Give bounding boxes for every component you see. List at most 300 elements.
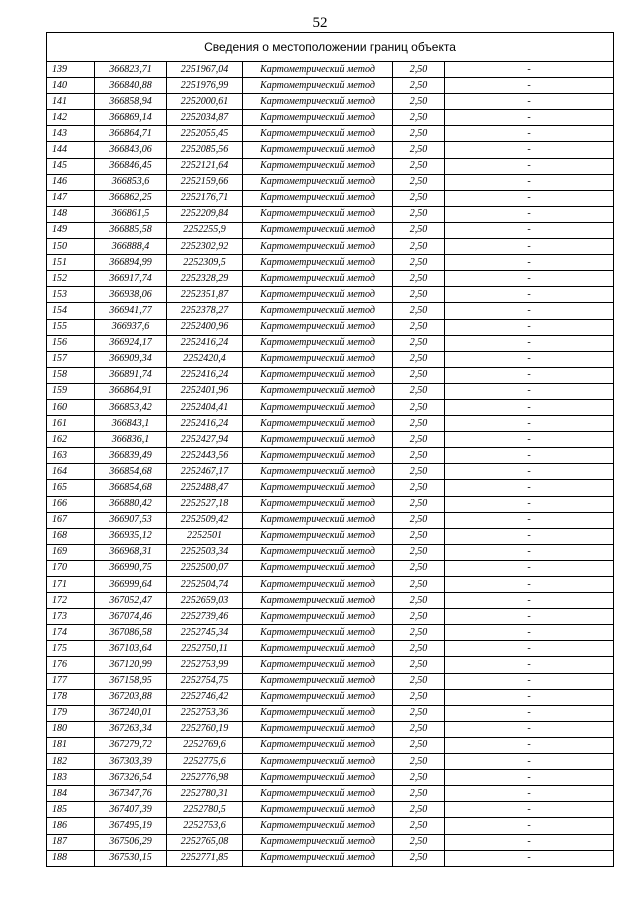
- table-body: [47, 62, 614, 867]
- method-cell: Картометрический метод: [243, 850, 393, 866]
- method-cell: Картометрический метод: [243, 319, 393, 335]
- point-number-cell: 161: [47, 416, 95, 432]
- point-number-cell: 177: [47, 673, 95, 689]
- description-cell: -: [445, 496, 614, 512]
- point-number-cell: 158: [47, 367, 95, 383]
- accuracy-cell: 2,50: [393, 383, 445, 399]
- method-cell: Картометрический метод: [243, 174, 393, 190]
- accuracy-cell: 2,50: [393, 609, 445, 625]
- y-coordinate-cell: 2252504,74: [167, 577, 243, 593]
- x-coordinate-cell: 366840,88: [95, 78, 167, 94]
- point-number-cell: 140: [47, 78, 95, 94]
- x-coordinate-cell: 366823,71: [95, 62, 167, 78]
- accuracy-cell: 2,50: [393, 416, 445, 432]
- x-coordinate-cell: 367074,46: [95, 609, 167, 625]
- table-row: [47, 335, 614, 351]
- y-coordinate-cell: 2252780,5: [167, 802, 243, 818]
- accuracy-cell: 2,50: [393, 110, 445, 126]
- method-cell: Картометрический метод: [243, 383, 393, 399]
- accuracy-cell: 2,50: [393, 496, 445, 512]
- accuracy-cell: 2,50: [393, 335, 445, 351]
- x-coordinate-cell: 366888,4: [95, 239, 167, 255]
- description-cell: -: [445, 560, 614, 576]
- description-cell: -: [445, 850, 614, 866]
- description-cell: -: [445, 754, 614, 770]
- accuracy-cell: 2,50: [393, 239, 445, 255]
- description-cell: -: [445, 770, 614, 786]
- accuracy-cell: 2,50: [393, 560, 445, 576]
- description-cell: -: [445, 94, 614, 110]
- table-row: [47, 593, 614, 609]
- x-coordinate-cell: 366843,1: [95, 416, 167, 432]
- y-coordinate-cell: 2252509,42: [167, 512, 243, 528]
- point-number-cell: 172: [47, 593, 95, 609]
- point-number-cell: 150: [47, 239, 95, 255]
- method-cell: Картометрический метод: [243, 577, 393, 593]
- accuracy-cell: 2,50: [393, 399, 445, 415]
- y-coordinate-cell: 2252378,27: [167, 303, 243, 319]
- accuracy-cell: 2,50: [393, 287, 445, 303]
- point-number-cell: 153: [47, 287, 95, 303]
- y-coordinate-cell: 2252467,17: [167, 464, 243, 480]
- description-cell: -: [445, 464, 614, 480]
- point-number-cell: 159: [47, 383, 95, 399]
- x-coordinate-cell: 366861,5: [95, 206, 167, 222]
- method-cell: Картометрический метод: [243, 271, 393, 287]
- x-coordinate-cell: 367279,72: [95, 737, 167, 753]
- table-row: [47, 850, 614, 866]
- description-cell: -: [445, 593, 614, 609]
- y-coordinate-cell: 2252443,56: [167, 448, 243, 464]
- method-cell: Картометрический метод: [243, 770, 393, 786]
- table-row: [47, 770, 614, 786]
- point-number-cell: 188: [47, 850, 95, 866]
- point-number-cell: 167: [47, 512, 95, 528]
- accuracy-cell: 2,50: [393, 94, 445, 110]
- x-coordinate-cell: 366858,94: [95, 94, 167, 110]
- table-row: [47, 673, 614, 689]
- y-coordinate-cell: 2252401,96: [167, 383, 243, 399]
- x-coordinate-cell: 367303,39: [95, 754, 167, 770]
- table-row: [47, 625, 614, 641]
- x-coordinate-cell: 366836,1: [95, 432, 167, 448]
- x-coordinate-cell: 367495,19: [95, 818, 167, 834]
- description-cell: -: [445, 673, 614, 689]
- x-coordinate-cell: 366935,12: [95, 528, 167, 544]
- description-cell: -: [445, 399, 614, 415]
- method-cell: Картометрический метод: [243, 222, 393, 238]
- point-number-cell: 165: [47, 480, 95, 496]
- y-coordinate-cell: 2252404,41: [167, 399, 243, 415]
- accuracy-cell: 2,50: [393, 625, 445, 641]
- description-cell: -: [445, 239, 614, 255]
- y-coordinate-cell: 2252351,87: [167, 287, 243, 303]
- accuracy-cell: 2,50: [393, 786, 445, 802]
- method-cell: Картометрический метод: [243, 802, 393, 818]
- y-coordinate-cell: 2252765,08: [167, 834, 243, 850]
- description-cell: -: [445, 206, 614, 222]
- table-row: [47, 818, 614, 834]
- point-number-cell: 170: [47, 560, 95, 576]
- method-cell: Картометрический метод: [243, 705, 393, 721]
- method-cell: Картометрический метод: [243, 673, 393, 689]
- method-cell: Картометрический метод: [243, 287, 393, 303]
- accuracy-cell: 2,50: [393, 190, 445, 206]
- y-coordinate-cell: 2252302,92: [167, 239, 243, 255]
- x-coordinate-cell: 366853,42: [95, 399, 167, 415]
- table-row: [47, 222, 614, 238]
- table-row: [47, 383, 614, 399]
- method-cell: Картометрический метод: [243, 560, 393, 576]
- description-cell: -: [445, 834, 614, 850]
- method-cell: Картометрический метод: [243, 190, 393, 206]
- point-number-cell: 144: [47, 142, 95, 158]
- accuracy-cell: 2,50: [393, 367, 445, 383]
- description-cell: -: [445, 62, 614, 78]
- method-cell: Картометрический метод: [243, 657, 393, 673]
- accuracy-cell: 2,50: [393, 351, 445, 367]
- description-cell: -: [445, 335, 614, 351]
- accuracy-cell: 2,50: [393, 673, 445, 689]
- x-coordinate-cell: 366990,75: [95, 560, 167, 576]
- accuracy-cell: 2,50: [393, 255, 445, 271]
- y-coordinate-cell: 2252420,4: [167, 351, 243, 367]
- point-number-cell: 145: [47, 158, 95, 174]
- table-row: [47, 737, 614, 753]
- accuracy-cell: 2,50: [393, 206, 445, 222]
- table-row: [47, 271, 614, 287]
- boundary-table-container: [46, 32, 613, 867]
- x-coordinate-cell: 366864,91: [95, 383, 167, 399]
- description-cell: -: [445, 448, 614, 464]
- method-cell: Картометрический метод: [243, 399, 393, 415]
- description-cell: -: [445, 625, 614, 641]
- point-number-cell: 155: [47, 319, 95, 335]
- description-cell: -: [445, 528, 614, 544]
- accuracy-cell: 2,50: [393, 802, 445, 818]
- y-coordinate-cell: 2252760,19: [167, 721, 243, 737]
- y-coordinate-cell: 2252209,84: [167, 206, 243, 222]
- table-row: [47, 62, 614, 78]
- method-cell: Картометрический метод: [243, 512, 393, 528]
- accuracy-cell: 2,50: [393, 754, 445, 770]
- point-number-cell: 142: [47, 110, 95, 126]
- method-cell: Картометрический метод: [243, 206, 393, 222]
- method-cell: Картометрический метод: [243, 834, 393, 850]
- description-cell: -: [445, 351, 614, 367]
- table-header-row: [47, 33, 614, 62]
- accuracy-cell: 2,50: [393, 577, 445, 593]
- point-number-cell: 157: [47, 351, 95, 367]
- x-coordinate-cell: 366854,68: [95, 464, 167, 480]
- method-cell: Картометрический метод: [243, 239, 393, 255]
- table-row: [47, 705, 614, 721]
- point-number-cell: 146: [47, 174, 95, 190]
- method-cell: Картометрический метод: [243, 544, 393, 560]
- description-cell: -: [445, 319, 614, 335]
- table-row: [47, 158, 614, 174]
- y-coordinate-cell: 2252500,07: [167, 560, 243, 576]
- y-coordinate-cell: 2252746,42: [167, 689, 243, 705]
- method-cell: Картометрический метод: [243, 480, 393, 496]
- table-row: [47, 432, 614, 448]
- accuracy-cell: 2,50: [393, 593, 445, 609]
- y-coordinate-cell: 2252055,45: [167, 126, 243, 142]
- y-coordinate-cell: 2251976,99: [167, 78, 243, 94]
- point-number-cell: 151: [47, 255, 95, 271]
- y-coordinate-cell: 2252255,9: [167, 222, 243, 238]
- accuracy-cell: 2,50: [393, 512, 445, 528]
- method-cell: Картометрический метод: [243, 126, 393, 142]
- table-row: [47, 448, 614, 464]
- x-coordinate-cell: 366937,6: [95, 319, 167, 335]
- y-coordinate-cell: 2252488,47: [167, 480, 243, 496]
- table-row: [47, 834, 614, 850]
- description-cell: -: [445, 802, 614, 818]
- description-cell: -: [445, 158, 614, 174]
- method-cell: Картометрический метод: [243, 303, 393, 319]
- description-cell: -: [445, 786, 614, 802]
- y-coordinate-cell: 2252000,61: [167, 94, 243, 110]
- point-number-cell: 186: [47, 818, 95, 834]
- accuracy-cell: 2,50: [393, 770, 445, 786]
- method-cell: Картометрический метод: [243, 464, 393, 480]
- table-row: [47, 110, 614, 126]
- table-row: [47, 255, 614, 271]
- table-row: [47, 577, 614, 593]
- x-coordinate-cell: 366839,49: [95, 448, 167, 464]
- description-cell: -: [445, 222, 614, 238]
- description-cell: -: [445, 705, 614, 721]
- x-coordinate-cell: 367407,39: [95, 802, 167, 818]
- point-number-cell: 139: [47, 62, 95, 78]
- x-coordinate-cell: 366885,58: [95, 222, 167, 238]
- table-row: [47, 609, 614, 625]
- table-row: [47, 512, 614, 528]
- description-cell: -: [445, 271, 614, 287]
- method-cell: Картометрический метод: [243, 528, 393, 544]
- table-row: [47, 367, 614, 383]
- x-coordinate-cell: 367086,58: [95, 625, 167, 641]
- accuracy-cell: 2,50: [393, 126, 445, 142]
- table-row: [47, 190, 614, 206]
- table-row: [47, 78, 614, 94]
- accuracy-cell: 2,50: [393, 850, 445, 866]
- x-coordinate-cell: 366862,25: [95, 190, 167, 206]
- accuracy-cell: 2,50: [393, 303, 445, 319]
- y-coordinate-cell: 2252034,87: [167, 110, 243, 126]
- table-row: [47, 319, 614, 335]
- method-cell: Картометрический метод: [243, 818, 393, 834]
- accuracy-cell: 2,50: [393, 142, 445, 158]
- table-row: [47, 721, 614, 737]
- y-coordinate-cell: 2252400,96: [167, 319, 243, 335]
- accuracy-cell: 2,50: [393, 78, 445, 94]
- accuracy-cell: 2,50: [393, 544, 445, 560]
- table-row: [47, 351, 614, 367]
- table-row: [47, 754, 614, 770]
- table-row: [47, 802, 614, 818]
- x-coordinate-cell: 366891,74: [95, 367, 167, 383]
- x-coordinate-cell: 367103,64: [95, 641, 167, 657]
- accuracy-cell: 2,50: [393, 480, 445, 496]
- description-cell: -: [445, 512, 614, 528]
- description-cell: -: [445, 142, 614, 158]
- table-row: [47, 303, 614, 319]
- x-coordinate-cell: 366843,06: [95, 142, 167, 158]
- table-row: [47, 416, 614, 432]
- point-number-cell: 163: [47, 448, 95, 464]
- accuracy-cell: 2,50: [393, 528, 445, 544]
- accuracy-cell: 2,50: [393, 432, 445, 448]
- point-number-cell: 179: [47, 705, 95, 721]
- point-number-cell: 164: [47, 464, 95, 480]
- point-number-cell: 152: [47, 271, 95, 287]
- table-title: Сведения о местоположении границ объекта: [47, 33, 614, 62]
- x-coordinate-cell: 367506,29: [95, 834, 167, 850]
- method-cell: Картометрический метод: [243, 625, 393, 641]
- table-row: [47, 94, 614, 110]
- point-number-cell: 171: [47, 577, 95, 593]
- method-cell: Картометрический метод: [243, 786, 393, 802]
- accuracy-cell: 2,50: [393, 62, 445, 78]
- boundary-coordinates-table: [46, 32, 614, 867]
- description-cell: -: [445, 641, 614, 657]
- point-number-cell: 175: [47, 641, 95, 657]
- y-coordinate-cell: 2252739,46: [167, 609, 243, 625]
- y-coordinate-cell: 2252750,11: [167, 641, 243, 657]
- table-row: [47, 786, 614, 802]
- y-coordinate-cell: 2252176,71: [167, 190, 243, 206]
- y-coordinate-cell: 2252753,99: [167, 657, 243, 673]
- y-coordinate-cell: 2252776,98: [167, 770, 243, 786]
- method-cell: Картометрический метод: [243, 689, 393, 705]
- description-cell: -: [445, 577, 614, 593]
- method-cell: Картометрический метод: [243, 78, 393, 94]
- x-coordinate-cell: 366907,53: [95, 512, 167, 528]
- y-coordinate-cell: 2252754,75: [167, 673, 243, 689]
- y-coordinate-cell: 2252780,31: [167, 786, 243, 802]
- accuracy-cell: 2,50: [393, 464, 445, 480]
- y-coordinate-cell: 2252501: [167, 528, 243, 544]
- accuracy-cell: 2,50: [393, 705, 445, 721]
- description-cell: -: [445, 721, 614, 737]
- table-row: [47, 206, 614, 222]
- table-row: [47, 657, 614, 673]
- description-cell: -: [445, 818, 614, 834]
- table-row: [47, 528, 614, 544]
- y-coordinate-cell: 2252527,18: [167, 496, 243, 512]
- x-coordinate-cell: 366941,77: [95, 303, 167, 319]
- x-coordinate-cell: 366924,17: [95, 335, 167, 351]
- method-cell: Картометрический метод: [243, 94, 393, 110]
- description-cell: -: [445, 110, 614, 126]
- x-coordinate-cell: 366880,42: [95, 496, 167, 512]
- y-coordinate-cell: 2252416,24: [167, 335, 243, 351]
- y-coordinate-cell: 2252753,36: [167, 705, 243, 721]
- table-row: [47, 496, 614, 512]
- point-number-cell: 173: [47, 609, 95, 625]
- description-cell: -: [445, 416, 614, 432]
- table-row: [47, 480, 614, 496]
- point-number-cell: 178: [47, 689, 95, 705]
- description-cell: -: [445, 174, 614, 190]
- description-cell: -: [445, 544, 614, 560]
- method-cell: Картометрический метод: [243, 609, 393, 625]
- description-cell: -: [445, 190, 614, 206]
- description-cell: -: [445, 737, 614, 753]
- point-number-cell: 168: [47, 528, 95, 544]
- accuracy-cell: 2,50: [393, 448, 445, 464]
- description-cell: -: [445, 78, 614, 94]
- description-cell: -: [445, 657, 614, 673]
- point-number-cell: 184: [47, 786, 95, 802]
- x-coordinate-cell: 366854,68: [95, 480, 167, 496]
- y-coordinate-cell: 2252745,34: [167, 625, 243, 641]
- y-coordinate-cell: 2252416,24: [167, 416, 243, 432]
- point-number-cell: 143: [47, 126, 95, 142]
- y-coordinate-cell: 2252771,85: [167, 850, 243, 866]
- y-coordinate-cell: 2252416,24: [167, 367, 243, 383]
- method-cell: Картометрический метод: [243, 351, 393, 367]
- x-coordinate-cell: 366909,34: [95, 351, 167, 367]
- y-coordinate-cell: 2252503,34: [167, 544, 243, 560]
- x-coordinate-cell: 367347,76: [95, 786, 167, 802]
- x-coordinate-cell: 367326,54: [95, 770, 167, 786]
- accuracy-cell: 2,50: [393, 174, 445, 190]
- accuracy-cell: 2,50: [393, 319, 445, 335]
- method-cell: Картометрический метод: [243, 593, 393, 609]
- description-cell: -: [445, 287, 614, 303]
- description-cell: -: [445, 126, 614, 142]
- accuracy-cell: 2,50: [393, 818, 445, 834]
- table-row: [47, 689, 614, 705]
- method-cell: Картометрический метод: [243, 367, 393, 383]
- x-coordinate-cell: 366938,06: [95, 287, 167, 303]
- accuracy-cell: 2,50: [393, 737, 445, 753]
- point-number-cell: 180: [47, 721, 95, 737]
- method-cell: Картометрический метод: [243, 448, 393, 464]
- method-cell: Картометрический метод: [243, 721, 393, 737]
- x-coordinate-cell: 366968,31: [95, 544, 167, 560]
- accuracy-cell: 2,50: [393, 158, 445, 174]
- y-coordinate-cell: 2252775,6: [167, 754, 243, 770]
- method-cell: Картометрический метод: [243, 754, 393, 770]
- y-coordinate-cell: 2252769,6: [167, 737, 243, 753]
- table-row: [47, 399, 614, 415]
- method-cell: Картометрический метод: [243, 110, 393, 126]
- x-coordinate-cell: 367203,88: [95, 689, 167, 705]
- point-number-cell: 169: [47, 544, 95, 560]
- table-row: [47, 560, 614, 576]
- x-coordinate-cell: 367240,01: [95, 705, 167, 721]
- method-cell: Картометрический метод: [243, 62, 393, 78]
- method-cell: Картометрический метод: [243, 158, 393, 174]
- point-number-cell: 187: [47, 834, 95, 850]
- accuracy-cell: 2,50: [393, 657, 445, 673]
- description-cell: -: [445, 480, 614, 496]
- y-coordinate-cell: 2252328,29: [167, 271, 243, 287]
- description-cell: -: [445, 383, 614, 399]
- point-number-cell: 181: [47, 737, 95, 753]
- method-cell: Картометрический метод: [243, 737, 393, 753]
- x-coordinate-cell: 367158,95: [95, 673, 167, 689]
- x-coordinate-cell: 366853,6: [95, 174, 167, 190]
- x-coordinate-cell: 366846,45: [95, 158, 167, 174]
- page-number: 52: [312, 15, 328, 31]
- table-row: [47, 239, 614, 255]
- accuracy-cell: 2,50: [393, 271, 445, 287]
